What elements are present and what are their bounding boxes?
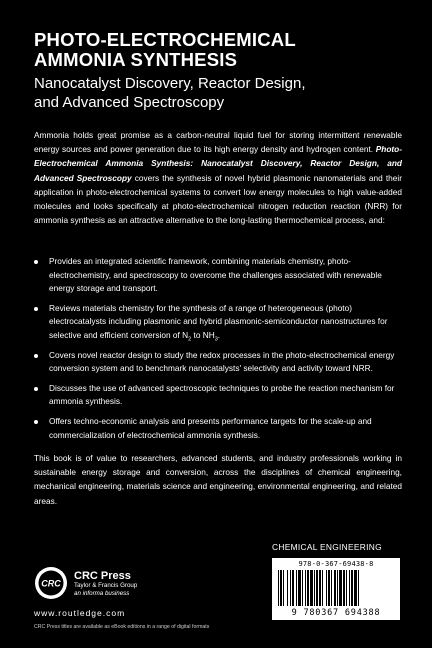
- feature-text: to NH: [191, 329, 215, 340]
- intro-text-after: covers the synthesis of novel hybrid plasmonic nanomaterials and their application in photo-electrochemical systems to convert low energy molecules to high value-added molecules and looks specifically at photo-electrochemical nitrogen reduction reaction (NRR) for ammonia synthesis as an attractive alternative to the long-lasting thermochemical process, and:: [34, 172, 402, 226]
- barcode-bar: [283, 570, 284, 606]
- barcode-bar: [298, 570, 301, 606]
- barcode-bar: [331, 570, 332, 606]
- barcode-digits: 9 780367 694388: [291, 608, 381, 618]
- feature-text: Reviews materials chemistry for the synthesis of a range of heterogeneous (photo) electrocatalysts including plasmonic and hybrid plasmonic-semiconductor nanostructures for selective and efficient conversion of N: [49, 302, 388, 340]
- title-line-2: AMMONIA SYNTHESIS: [34, 49, 238, 70]
- barcode-bar: [316, 570, 318, 606]
- feature-text: Discusses the use of advanced spectroscopic techniques to probe the reaction mechanism for ammonia synthesis.: [49, 382, 395, 407]
- intro-book-title: Photo-Electrochemical Ammonia Synthesis: Nanocatalyst Discovery, Reactor Design, and Advanced Spectroscopy: [34, 144, 402, 183]
- feature-text: Covers novel reactor design to study the redox processes in the photo-electrochemical energy conversion system and to benchmark nanocatalysts' selectivity and activity toward NRR.: [49, 349, 395, 374]
- feature-item: [34, 382, 400, 409]
- barcode-bar: [307, 570, 309, 606]
- book-title: [34, 30, 414, 70]
- feature-item: [34, 255, 400, 296]
- intro-text-before: Ammonia holds great promise as a carbon-neutral liquid fuel for storing intermittent renewable energy sources and power generation due to its high energy density and hydrogen content.: [34, 130, 402, 155]
- intro-paragraph: [34, 128, 402, 227]
- isbn-barcode: [272, 558, 400, 620]
- barcode-bar: [339, 570, 342, 606]
- subscript: 2: [188, 336, 192, 343]
- feature-text: .: [217, 329, 221, 340]
- barcode-bar: [290, 570, 291, 606]
- barcode-bar: [319, 570, 321, 606]
- barcode-bars: [278, 570, 394, 606]
- barcode-bar: [310, 570, 313, 606]
- barcode-bar: [296, 570, 297, 606]
- barcode-bar: [358, 570, 359, 606]
- barcode-bar: [337, 570, 338, 606]
- barcode-bar: [287, 570, 288, 606]
- barcode-bar: [351, 570, 353, 606]
- feature-text: Provides an integrated scientific framework, combining materials chemistry, photo-electrochemistry, and spectroscopy to overcome the challenges associated with renewable energy storage and transport.: [49, 256, 382, 294]
- book-subtitle: [34, 74, 414, 112]
- title-line-1: PHOTO-ELECTROCHEMICAL: [34, 29, 296, 50]
- feature-item: [34, 302, 400, 343]
- barcode-bar: [322, 570, 323, 606]
- logo-text: CRC: [41, 578, 61, 589]
- subtitle-line-1: Nanocatalyst Discovery, Reactor Design,: [34, 75, 306, 92]
- feature-text: Offers techno-economic analysis and presents performance targets for the scale-up and commercialization of electrochemical ammonia synthesis.: [49, 415, 372, 440]
- closing-paragraph: This book is of value to researchers, advanced students, and industry professionals working in sustainable energy storage and conversion, across the disciplines of chemical engineering, mechanical engineering, materials science and engineering, environmental engineering, and related areas.: [34, 453, 402, 506]
- publisher-group: Taylor & Francis Group: [74, 582, 138, 589]
- crc-press-logo: [34, 566, 68, 600]
- barcode-bar: [326, 570, 327, 606]
- subtitle-line-2: and Advanced Spectroscopy: [34, 94, 225, 111]
- feature-item: [34, 349, 400, 376]
- barcode-bar: [354, 570, 357, 606]
- barcode-bar: [328, 570, 330, 606]
- barcode-bar: [314, 570, 315, 606]
- barcode-bar: [346, 570, 347, 606]
- feature-list: [34, 255, 400, 448]
- barcode-bar: [334, 570, 336, 606]
- publisher-name: CRC Press: [74, 570, 131, 582]
- barcode-bar: [278, 570, 279, 606]
- barcode-bar: [292, 570, 294, 606]
- barcode-bar: [305, 570, 306, 606]
- publisher-url[interactable]: www.routledge.com: [34, 608, 126, 618]
- isbn-number: 978-0-367-69438-8: [298, 560, 374, 568]
- barcode-bar: [349, 570, 350, 606]
- barcode-bar: [280, 570, 282, 606]
- feature-item: [34, 415, 400, 442]
- barcode-bar: [302, 570, 303, 606]
- subject-category: CHEMICAL ENGINEERING: [272, 542, 382, 552]
- publisher-brand: an informa business: [74, 590, 130, 597]
- ebook-note: CRC Press titles are available as eBook editions in a range of digital formats: [34, 624, 210, 630]
- subscript: 3: [214, 336, 218, 343]
- publisher-block: [74, 570, 137, 598]
- barcode-bar: [343, 570, 345, 606]
